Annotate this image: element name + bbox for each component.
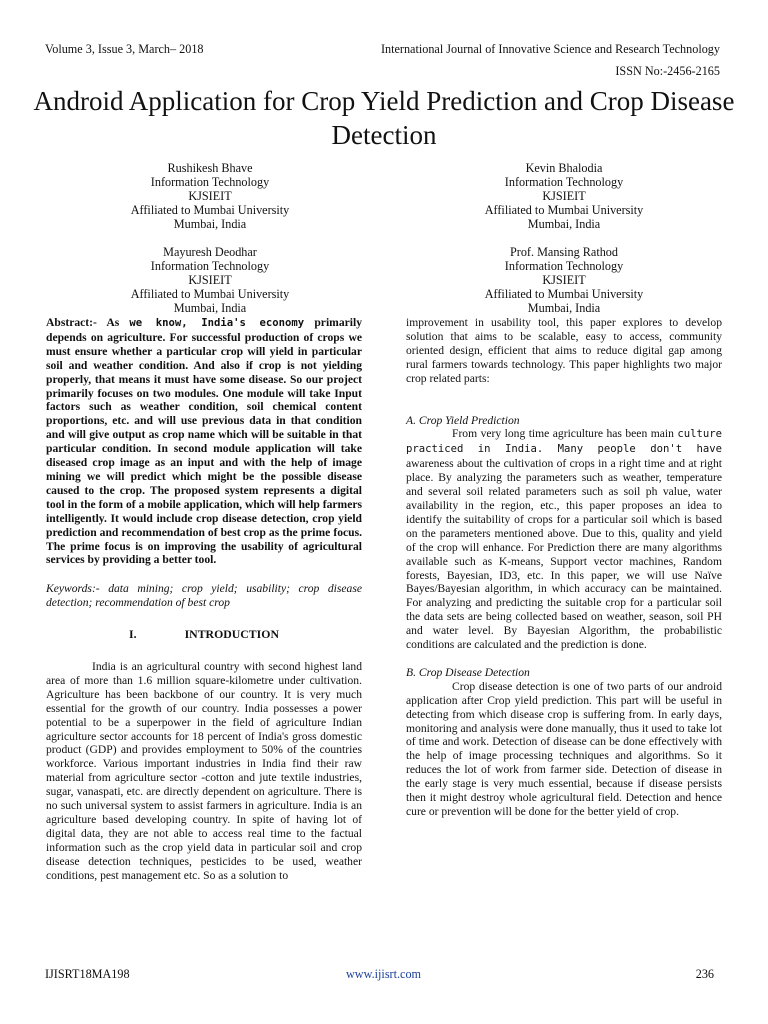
author-dept: Information Technology: [504, 259, 624, 273]
author-loc: Mumbai, India: [173, 217, 247, 231]
yield-text: awareness about the cultivation of crops in a right time and at right place. By analyzing the parameters such as weather, temperature and several soil related parameters such as soil ph value, water availability in the region, etc., this paper proposes an idea to identify the suitability of crops for a particular soil which is based on the parameters mentioned above. Due to this, quality and yield of the crop will enhance. For Prediction there are many algorithms available such as K-means, Support vector machines, Random forests, Bayesian, ID3, etc. In this paper, we will use Naïve Bayes/Bayesian algorithm, in which accuracy can be maintained. For analyzing and predicting the suitable crop for a particular soil the data sets are being collected based on weather, season, soil PH and water level. By Bayesian Algorithm, the probabilistic conditions are calculated and the prediction is done.: [406, 457, 722, 652]
yield-paragraph: [406, 427, 722, 652]
header-journal: International Journal of Innovative Science and Research Technology: [380, 42, 720, 56]
author-inst: KJSIEIT: [542, 273, 586, 287]
header-volume: Volume 3, Issue 3, March– 2018: [45, 42, 204, 56]
author-dept: Information Technology: [150, 259, 270, 273]
footer-page-number: 236: [695, 967, 714, 981]
author-inst: KJSIEIT: [188, 189, 232, 203]
abstract-label: Abstract:- As: [46, 316, 130, 329]
author-block-3: [90, 245, 330, 315]
header-issn: ISSN No:-2456-2165: [615, 64, 720, 78]
subsection-heading-disease: B. Crop Disease Detection: [406, 665, 530, 679]
author-name: Mayuresh Deodhar: [163, 245, 257, 259]
section-number: I.: [129, 627, 137, 642]
author-name: Kevin Bhalodia: [525, 161, 603, 175]
author-loc: Mumbai, India: [527, 301, 601, 315]
author-block-4: [444, 245, 684, 315]
author-affil: Affiliated to Mumbai University: [130, 287, 290, 301]
abstract-mono-text: we know, India's economy: [129, 317, 305, 329]
yield-lead-text: From very long time agriculture has been main: [452, 427, 678, 441]
author-dept: Information Technology: [504, 175, 624, 189]
author-affil: Affiliated to Mumbai University: [130, 203, 290, 217]
intro-paragraph: India is an agricultural country with second highest land area of more than 1.6 million square-kilometre under cultivation. Agriculture has been backbone of our country. It is very much essential for the growth of our country. India possesses a power potential to be a superpower in the field of agriculture Indian agriculture sector accounts for 18 percent of India's gross domestic product (GDP) and provides employment to 50% of the countries workforce. Various important industries in India find their raw material from agriculture sector -cotton and jute textile industries, sugar, vanaspati, etc. are directly dependent on agriculture. There is no such universal system to assist farmers in agriculture. India is an agriculture based developing country. In spite of having lot of digital data, they are not able to access real time to the factual information such as the crop yield data in particular soil and crop disease detection techniques, pesticides to be used, weather conditions, pest management etc. So as a solution to: [46, 660, 362, 882]
footer-code: IJISRT18MA198: [45, 967, 130, 981]
right-column: [406, 316, 722, 819]
author-affil: Affiliated to Mumbai University: [484, 287, 644, 301]
author-name: Prof. Mansing Rathod: [510, 245, 618, 259]
abstract: [46, 316, 362, 567]
abstract-text: primarily depends on agriculture. For successful production of crops we must ensure whether a particular crop will yield in particular soil and weather condition. And also if crop is not yielding properly, that means it must have some disease. So our project primarily focuses on two modules. One module will take Input factors such as weather condition, soil chemical content proportions, etc. and will use previous data in that condition and will give output as crop name which will be suitable in that particular condition. In second module application will take diseased crop image as an input and with the help of image mining we will predict which might be the possible disease caused to the crop. The proposed system represents a digital tool in the form of a mobile application, which will help farmers intelligently. It would include crop disease detection, crop yield prediction and recommendation of best crop as the prime focus. The prime focus is on improving the usability of agricultural services by providing a better tool.: [46, 316, 362, 567]
author-inst: KJSIEIT: [542, 189, 586, 203]
author-loc: Mumbai, India: [173, 301, 247, 315]
yield-mono-text: culture practiced in India. Many people don't have: [406, 428, 722, 456]
disease-paragraph: Crop disease detection is one of two parts of our android application after Crop yield prediction. This part will be useful in detecting from which disease crop is suffering from. In early days, monitoring and analysis were done manually, thus it used to take lot of time and work. Detection of disease can be done effectively with the help of image processing techniques and algorithms. So it reduces the lot of work from farmer side. Detection of disease in the early stage is very much essential, because if disease persists then it might destroy whole agricultural field. Detection and hence cure or prevention will be done for the better yield of crop.: [406, 679, 722, 818]
author-block-1: [90, 161, 330, 231]
keywords: Keywords:- data mining; crop yield; usability; crop disease detection; recommendation of best crop: [46, 582, 362, 610]
footer-url-link[interactable]: www.ijisrt.com: [346, 967, 422, 981]
section-heading-introduction: [46, 628, 362, 642]
author-block-2: [444, 161, 684, 231]
paper-title: Android Application for Crop Yield Prediction and Crop Disease Detection: [33, 86, 735, 150]
author-dept: Information Technology: [150, 175, 270, 189]
author-affil: Affiliated to Mumbai University: [484, 203, 644, 217]
author-inst: KJSIEIT: [188, 273, 232, 287]
section-title: INTRODUCTION: [184, 627, 279, 642]
left-column: [46, 316, 362, 883]
author-name: Rushikesh Bhave: [167, 161, 253, 175]
right-intro-paragraph: improvement in usability tool, this paper explores to develop solution that aims to be scalable, easy to access, community oriented design, efficient that aims to reduce digital gap among rural farmers towards technology. This paper highlights two major crop related parts:: [406, 316, 722, 385]
subsection-heading-yield: A. Crop Yield Prediction: [406, 413, 520, 427]
author-loc: Mumbai, India: [527, 217, 601, 231]
